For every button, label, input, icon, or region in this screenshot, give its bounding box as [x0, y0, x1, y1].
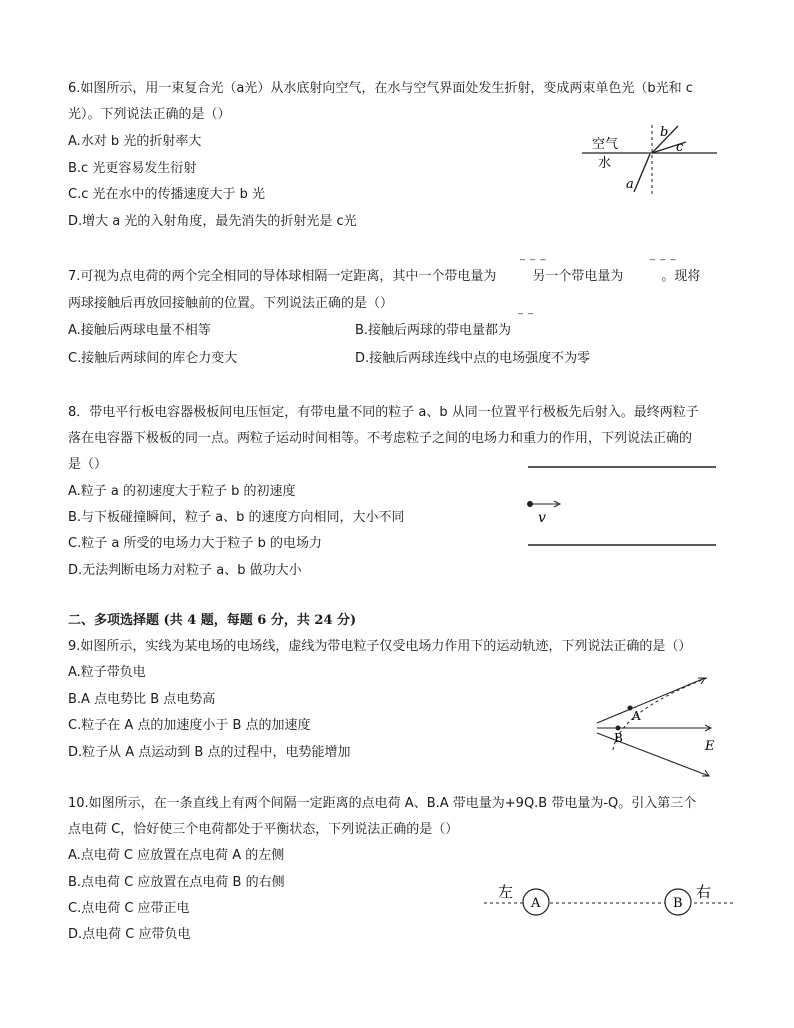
q7-stem-part3: 。现将	[661, 269, 701, 284]
q10-option-b: B.点电荷 C 应放置在点电荷 B 的右侧	[68, 875, 285, 890]
field-lines-figure	[585, 670, 735, 780]
q8-option-c: C.粒子 a 所受的电场力大于粒子 b 的电场力	[68, 536, 322, 551]
q8-option-b: B.与下板碰撞瞬间，粒子 a、b 的速度方向相同，大小不同	[68, 510, 405, 525]
q9-option-b: B.A 点电势比 B 点电势高	[68, 692, 216, 707]
q7-stem-part1: 7.可视为点电荷的两个完全相同的导体球相隔一定距离，其中一个带电量为	[68, 269, 497, 284]
fig-left-label: 左	[498, 883, 514, 901]
fig-point-b-label: B	[614, 731, 623, 745]
q9-option-a: A.粒子带负电	[68, 665, 146, 680]
fig-water-label: 水	[598, 156, 612, 171]
fig-ray-c-label: c	[676, 140, 684, 155]
q7-formula-placeholder-3: ‾ ‾	[518, 313, 535, 324]
q7-stem-part2: 另一个带电量为	[532, 269, 624, 284]
fig-air-label: 空气	[592, 137, 619, 152]
fig-right-label: 右	[696, 883, 712, 901]
section-2-title: 二、多项选择题 (共 4 题，每题 6 分，共 24 分)	[68, 613, 357, 628]
q8-option-d: D.无法判断电场力对粒子 a、b 做功大小	[68, 563, 302, 578]
fig-field-e-label: E	[705, 739, 715, 754]
q7-formula-placeholder-2: ‾ ‾ ‾	[650, 259, 677, 270]
q6-option-b: B.c 光更容易发生衍射	[68, 161, 197, 176]
q8-stem-line3: 是（）	[68, 457, 108, 472]
q7-stem-line2: 两球接触后再放回接触前的位置。下列说法正确的是（）	[68, 296, 394, 311]
q6-option-d: D.增大 a 光的入射角度，最先消失的折射光是 c光	[68, 214, 357, 229]
q10-option-d: D.点电荷 C 应带负电	[68, 927, 191, 942]
q6-option-a: A.水对 b 光的折射率大	[68, 134, 202, 149]
q7-option-a: A.接触后两球电量不相等	[68, 323, 211, 338]
fig-ray-a-label: a	[626, 177, 634, 192]
q9-option-c: C.粒子在 A 点的加速度小于 B 点的加速度	[68, 718, 311, 733]
q6-option-c: C.c 光在水中的传播速度大于 b 光	[68, 187, 266, 202]
q7-stem-line1	[68, 268, 700, 286]
capacitor-figure	[520, 455, 720, 555]
point-charges-figure	[480, 872, 740, 918]
refraction-figure	[582, 120, 732, 200]
q7-option-d: D.接触后两球连线中点的电场强度不为零	[355, 351, 591, 366]
q6-stem-line1: 6.如图所示，用一束复合光（a光）从水底射向空气，在水与空气界面处发生折射，变成两束单色光（b光和 c	[68, 81, 693, 96]
fig-charge-b-label: B	[673, 896, 683, 911]
fig-point-a-label: A	[632, 709, 641, 723]
q8-stem-line1: 8．带电平行板电容器极板间电压恒定，有带电量不同的粒子 a、b 从同一位置平行极板先后射入。最终两粒子	[68, 405, 699, 420]
fig-ray-b-label: b	[660, 125, 669, 140]
q10-stem-line2: 点电荷 C，恰好使三个电荷都处于平衡状态，下列说法正确的是（）	[68, 822, 459, 837]
q10-stem-line1: 10.如图所示，在一条直线上有两个间隔一定距离的点电荷 A、B.A 带电量为+9Q.B 带电量为-Q。引入第三个	[68, 796, 697, 811]
q10-option-a: A.点电荷 C 应放置在点电荷 A 的左侧	[68, 848, 285, 863]
q9-stem-line1: 9.如图所示，实线为某电场的电场线，虚线为带电粒子仅受电场力作用下的运动轨迹，下列说法正确的是（）	[68, 639, 692, 654]
q7-option-c: C.接触后两球间的库仑力变大	[68, 351, 238, 366]
q7-formula-placeholder-1: ‾ ‾ ‾	[520, 259, 547, 270]
q8-stem-line2: 落在电容器下极板的同一点。两粒子运动时间相等。不考虑粒子之间的电场力和重力的作用，下列说法正确的	[68, 431, 693, 446]
q9-option-d: D.粒子从 A 点运动到 B 点的过程中，电势能增加	[68, 745, 351, 760]
q6-stem-line2: 光）。下列说法正确的是（）	[68, 107, 231, 122]
fig-charge-a-label: A	[531, 896, 541, 911]
q7-option-b: B.接触后两球的带电量都为	[355, 323, 512, 338]
fig-velocity-label: v	[538, 510, 546, 526]
q10-option-c: C.点电荷 C 应带正电	[68, 901, 190, 916]
q8-option-a: A.粒子 a 的初速度大于粒子 b 的初速度	[68, 484, 296, 499]
